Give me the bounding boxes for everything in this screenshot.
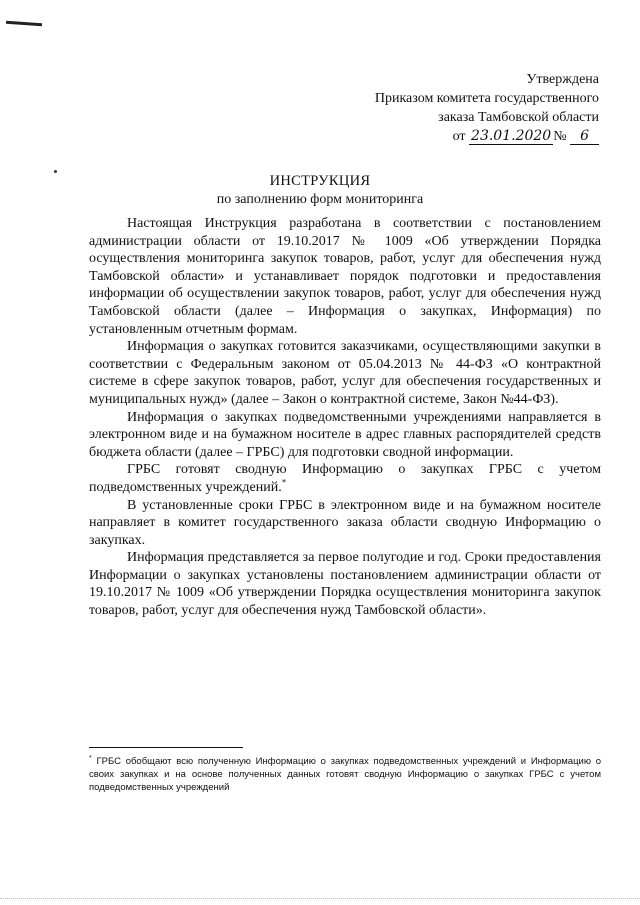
paragraph-6: Информация представляется за первое полугодие и год. Сроки предоставления Информации о закупках установлены постановлением администрации области от 19.10.2017 № 1009 «Об утверждении Порядка осуществления мониторинга закупок товаров, работ, услуг для обеспечения нужд Тамбовской области». — [89, 550, 601, 619]
paragraph-4-text: ГРБС готовят сводную Информацию о закупках ГРБС с учетом подведомственных учреждений. — [89, 462, 601, 495]
paragraph-1: Настоящая Инструкция разработана в соответствии с постановлением администрации области от 19.10.2017 № 1009 «Об утверждении Порядка осуществления мониторинга закупок товаров, работ, услуг для обеспечения нужд Тамбовской области» и устанавливает порядок подготовки и предоставления информации об осуществлении закупок товаров, работ, услуг для обеспечения нужд Тамбовской области (далее – Информация о закупках, Информация) по установленным отчетным формам. — [89, 216, 601, 337]
paragraph-2: Информация о закупках готовится заказчиками, осуществляющими закупки в соответствии с Федеральным законом от 05.04.2013 № 44-ФЗ «О контрактной системе в сфере закупок товаров, работ, услуг для обеспечения государственных и муниципальных нужд» (далее – Закон о контрактной системе, Закон №44-ФЗ). — [89, 339, 601, 407]
approval-block — [375, 70, 599, 146]
approval-line-3: заказа Тамбовской области — [438, 110, 599, 125]
paragraph-3: Информация о закупках подведомственными учреждениями направляется в электронном виде и на бумажном носителе в адрес главных распорядителей средств бюджета области (далее – ГРБС) для подготовки сводной информации. — [89, 409, 601, 460]
footnote-reference: * — [281, 477, 287, 488]
approval-line-1: Утверждена — [526, 72, 599, 87]
footnote-divider — [89, 747, 243, 748]
date-prefix: от — [452, 129, 466, 144]
page-bottom-edge — [0, 898, 640, 905]
paragraph-5: В установленные сроки ГРБС в электронном виде и на бумажном носителе направляет в комитет государственного заказа области сводную Информацию о закупках. — [89, 497, 601, 548]
scan-artifact-mark — [6, 21, 42, 27]
document-subtitle: по заполнению форм мониторинга — [216, 192, 424, 207]
number-label: № — [553, 129, 567, 144]
approval-line-2: Приказом комитета государственного — [374, 91, 599, 106]
paragraph-4 — [89, 461, 601, 496]
footnote-text: ГРБС обобщают всю полученную Информацию о закупках подведомственных учреждений и Информацию о своих закупках и на основе полученных данных готовят сводную Информацию о закупках ГРБС с учетом подведомственных учреждений — [89, 756, 601, 794]
document-title: ИНСТРУКЦИЯ — [269, 173, 371, 189]
footnote-mark: * — [89, 755, 92, 762]
footnote — [89, 752, 601, 794]
handwritten-number: 6 — [570, 128, 599, 145]
approval-date-line — [375, 127, 599, 146]
handwritten-date: 23.01.2020 — [471, 128, 552, 144]
document-body — [89, 215, 601, 620]
